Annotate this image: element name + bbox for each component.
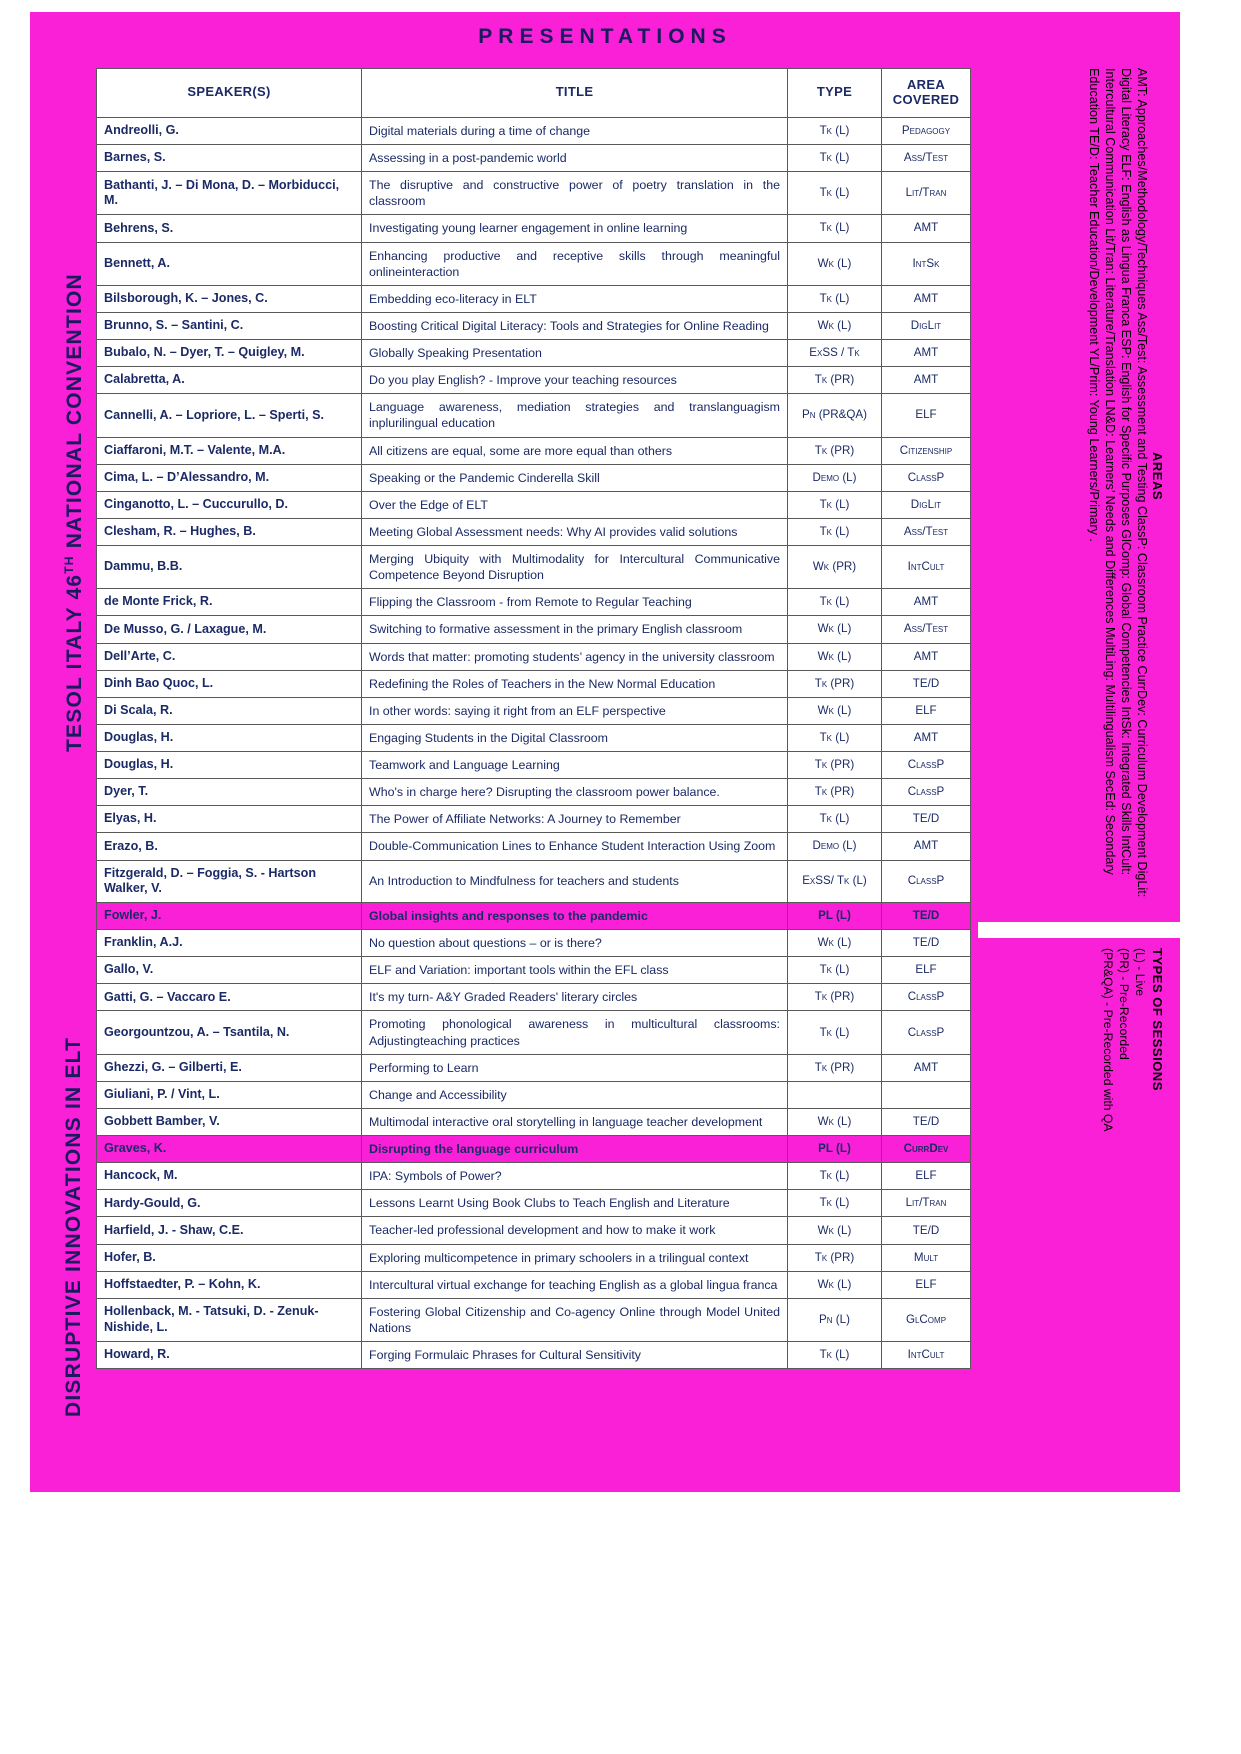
cell-title: All citizens are equal, some are more equal than others bbox=[362, 437, 788, 464]
page-title: PRESENTATIONS bbox=[478, 25, 732, 48]
cell-title: Fostering Global Citizenship and Co-agency Online through Model United Nations bbox=[362, 1298, 788, 1341]
cell-area: AMT bbox=[882, 589, 971, 616]
cell-speaker: Harfield, J. - Shaw, C.E. bbox=[97, 1217, 362, 1244]
sessions-legend-block bbox=[978, 940, 1178, 1190]
cell-area: ClassP bbox=[882, 752, 971, 779]
cell-title: Language awareness, mediation strategies and translanguagism inplurilingual education bbox=[362, 394, 788, 437]
cell-area: TE/D bbox=[882, 670, 971, 697]
cell-area: IntCult bbox=[882, 546, 971, 589]
table-row bbox=[97, 616, 971, 643]
cell-type: Tk (L) bbox=[788, 491, 882, 518]
table-row bbox=[97, 215, 971, 242]
cell-type: Tk (L) bbox=[788, 957, 882, 984]
cell-type: Demo (L) bbox=[788, 464, 882, 491]
cell-speaker: Bathanti, J. – Di Mona, D. – Morbiducci, M. bbox=[97, 172, 362, 215]
cell-type: Tk (L) bbox=[788, 806, 882, 833]
table-row bbox=[97, 1217, 971, 1244]
cell-speaker: Gallo, V. bbox=[97, 957, 362, 984]
cell-title: Intercultural virtual exchange for teaching English as a global lingua franca bbox=[362, 1271, 788, 1298]
cell-speaker: Howard, R. bbox=[97, 1342, 362, 1369]
cell-type: Tk (L) bbox=[788, 518, 882, 545]
cell-type: Tk (L) bbox=[788, 172, 882, 215]
cell-area: AMT bbox=[882, 833, 971, 860]
table-row bbox=[97, 984, 971, 1011]
cell-area: AMT bbox=[882, 724, 971, 751]
table-row bbox=[97, 697, 971, 724]
cell-title: Redefining the Roles of Teachers in the New Normal Education bbox=[362, 670, 788, 697]
cell-speaker: Ciaffaroni, M.T. – Valente, M.A. bbox=[97, 437, 362, 464]
cell-title: Global insights and responses to the pandemic bbox=[362, 902, 788, 929]
cell-type: Tk (L) bbox=[788, 117, 882, 144]
cell-title: Switching to formative assessment in the primary English classroom bbox=[362, 616, 788, 643]
cell-type: Tk (PR) bbox=[788, 1054, 882, 1081]
cell-title: Over the Edge of ELT bbox=[362, 491, 788, 518]
cell-title: Lessons Learnt Using Book Clubs to Teach English and Literature bbox=[362, 1190, 788, 1217]
cell-title: Who's in charge here? Disrupting the classroom power balance. bbox=[362, 779, 788, 806]
cell-area: Ass/Test bbox=[882, 145, 971, 172]
cell-title: Globally Speaking Presentation bbox=[362, 340, 788, 367]
cell-area: IntSk bbox=[882, 242, 971, 285]
convention-theme-vertical: DISRUPTIVE INNOVATIONS IN ELT bbox=[62, 1036, 85, 1417]
table-row bbox=[97, 518, 971, 545]
cell-title: Do you play English? - Improve your teaching resources bbox=[362, 367, 788, 394]
table-row bbox=[97, 806, 971, 833]
cell-speaker: Behrens, S. bbox=[97, 215, 362, 242]
cell-type: Tk (L) bbox=[788, 1163, 882, 1190]
areas-legend-line-1: AMT: Approaches/Methodology/Techniques Ass/Test: Assessment and Testing ClassP: Classroom Practice CurrDev: Curriculum Development DigLit: bbox=[1135, 68, 1149, 898]
cell-title: IPA: Symbols of Power? bbox=[362, 1163, 788, 1190]
cell-speaker: Gatti, G. – Vaccaro E. bbox=[97, 984, 362, 1011]
cell-speaker: de Monte Frick, R. bbox=[97, 589, 362, 616]
cell-title: ELF and Variation: important tools within the EFL class bbox=[362, 957, 788, 984]
cell-area: ClassP bbox=[882, 779, 971, 806]
cell-speaker: Hancock, M. bbox=[97, 1163, 362, 1190]
cell-area: GlComp bbox=[882, 1298, 971, 1341]
cell-area: TE/D bbox=[882, 1108, 971, 1135]
cell-type: Tk (L) bbox=[788, 589, 882, 616]
cell-type: Wk (L) bbox=[788, 1217, 882, 1244]
cell-area: Lit/Tran bbox=[882, 1190, 971, 1217]
cell-title: It's my turn- A&Y Graded Readers' literary circles bbox=[362, 984, 788, 1011]
cell-speaker: De Musso, G. / Laxague, M. bbox=[97, 616, 362, 643]
cell-title: Investigating young learner engagement in online learning bbox=[362, 215, 788, 242]
sessions-legend-heading: TYPES OF SESSIONS bbox=[1150, 948, 1165, 1091]
cell-title: Multimodal interactive oral storytelling in language teacher development bbox=[362, 1108, 788, 1135]
cell-type: PL (L) bbox=[788, 1136, 882, 1163]
cell-type: Wk (L) bbox=[788, 1108, 882, 1135]
cell-type: Tk (L) bbox=[788, 1190, 882, 1217]
table-row bbox=[97, 589, 971, 616]
areas-legend-heading: AREAS bbox=[1150, 452, 1165, 501]
cell-title: In other words: saying it right from an ELF perspective bbox=[362, 697, 788, 724]
cell-title: Flipping the Classroom - from Remote to Regular Teaching bbox=[362, 589, 788, 616]
table-row bbox=[97, 1342, 971, 1369]
cell-area: AMT bbox=[882, 367, 971, 394]
cell-speaker: Hofer, B. bbox=[97, 1244, 362, 1271]
presentations-table bbox=[96, 68, 971, 1369]
cell-title: Words that matter: promoting students’ agency in the university classroom bbox=[362, 643, 788, 670]
cell-speaker: Calabretta, A. bbox=[97, 367, 362, 394]
cell-type: Wk (L) bbox=[788, 930, 882, 957]
cell-title: An Introduction to Mindfulness for teachers and students bbox=[362, 860, 788, 902]
cell-speaker: Dell’Arte, C. bbox=[97, 643, 362, 670]
cell-area: DigLit bbox=[882, 491, 971, 518]
col-header-title: TITLE bbox=[362, 69, 788, 118]
cell-title: Teacher-led professional development and how to make it work bbox=[362, 1217, 788, 1244]
cell-speaker: Giuliani, P. / Vint, L. bbox=[97, 1081, 362, 1108]
cell-title: Disrupting the language curriculum bbox=[362, 1136, 788, 1163]
table-row bbox=[97, 172, 971, 215]
cell-type: Tk (PR) bbox=[788, 670, 882, 697]
cell-area: ELF bbox=[882, 697, 971, 724]
cell-speaker: Cinganotto, L. – Cuccurullo, D. bbox=[97, 491, 362, 518]
cell-speaker: Georgountzou, A. – Tsantila, N. bbox=[97, 1011, 362, 1054]
table-row bbox=[97, 930, 971, 957]
table-row bbox=[97, 367, 971, 394]
table-row bbox=[97, 312, 971, 339]
convention-name-post: NATIONAL CONVENTION bbox=[63, 273, 86, 556]
cell-area: ClassP bbox=[882, 464, 971, 491]
cell-title: Enhancing productive and receptive skills through meaningful onlineinteraction bbox=[362, 242, 788, 285]
cell-speaker: Hoffstaedter, P. – Kohn, K. bbox=[97, 1271, 362, 1298]
cell-type: Tk (PR) bbox=[788, 779, 882, 806]
table-row bbox=[97, 1054, 971, 1081]
cell-type: Tk (PR) bbox=[788, 367, 882, 394]
cell-type: Tk (L) bbox=[788, 145, 882, 172]
cell-area: ELF bbox=[882, 394, 971, 437]
table-row bbox=[97, 117, 971, 144]
cell-speaker: Graves, K. bbox=[97, 1136, 362, 1163]
cell-type: Wk (PR) bbox=[788, 546, 882, 589]
cell-area: AMT bbox=[882, 285, 971, 312]
cell-area: ELF bbox=[882, 1271, 971, 1298]
cell-speaker: Andreolli, G. bbox=[97, 117, 362, 144]
table-row bbox=[97, 779, 971, 806]
table-row bbox=[97, 957, 971, 984]
table-row bbox=[97, 242, 971, 285]
table-header-row bbox=[97, 69, 971, 118]
table-row bbox=[97, 1163, 971, 1190]
table-row bbox=[97, 340, 971, 367]
cell-title: Merging Ubiquity with Multimodality for Intercultural Communicative Competence Beyond Disruption bbox=[362, 546, 788, 589]
table-row bbox=[97, 1108, 971, 1135]
cell-area: AMT bbox=[882, 340, 971, 367]
cell-title: Embedding eco-literacy in ELT bbox=[362, 285, 788, 312]
col-header-area bbox=[882, 69, 971, 118]
cell-area: TE/D bbox=[882, 930, 971, 957]
cell-area: CurrDev bbox=[882, 1136, 971, 1163]
cell-title: The Power of Affiliate Networks: A Journey to Remember bbox=[362, 806, 788, 833]
table-head bbox=[97, 69, 971, 118]
table-row bbox=[97, 1271, 971, 1298]
cell-title: Performing to Learn bbox=[362, 1054, 788, 1081]
col-header-area-line1: AREA bbox=[906, 77, 946, 92]
cell-type: Wk (L) bbox=[788, 643, 882, 670]
cell-title: Exploring multicompetence in primary schoolers in a trilingual context bbox=[362, 1244, 788, 1271]
table-row bbox=[97, 1011, 971, 1054]
cell-area: TE/D bbox=[882, 1217, 971, 1244]
table-row bbox=[97, 902, 971, 929]
cell-type bbox=[788, 1081, 882, 1108]
cell-area: IntCult bbox=[882, 1342, 971, 1369]
table-body bbox=[97, 117, 971, 1368]
areas-legend-line-4: Education TE/D: Teacher Education/Development YL/Prim: Young Learners/Primary . bbox=[1087, 68, 1101, 542]
convention-name-vertical bbox=[62, 273, 87, 752]
cell-speaker: Erazo, B. bbox=[97, 833, 362, 860]
cell-title: Forging Formulaic Phrases for Cultural Sensitivity bbox=[362, 1342, 788, 1369]
cell-type: Wk (L) bbox=[788, 1271, 882, 1298]
cell-type: Tk (L) bbox=[788, 285, 882, 312]
cell-title: Teamwork and Language Learning bbox=[362, 752, 788, 779]
table-row bbox=[97, 724, 971, 751]
cell-type: Tk (PR) bbox=[788, 984, 882, 1011]
cell-speaker: Fitzgerald, D. – Foggia, S. - Hartson Walker, V. bbox=[97, 860, 362, 902]
cell-title: The disruptive and constructive power of poetry translation in the classroom bbox=[362, 172, 788, 215]
sessions-legend-line-2: (PR) - Pre-Recorded bbox=[1117, 948, 1131, 1060]
cell-speaker: Bennett, A. bbox=[97, 242, 362, 285]
table-row bbox=[97, 437, 971, 464]
cell-type: Tk (PR) bbox=[788, 1244, 882, 1271]
cell-type: Tk (PR) bbox=[788, 752, 882, 779]
cell-speaker: Dyer, T. bbox=[97, 779, 362, 806]
table-row bbox=[97, 752, 971, 779]
cell-type: PL (L) bbox=[788, 902, 882, 929]
table-row bbox=[97, 833, 971, 860]
presentations-table-wrap bbox=[96, 68, 970, 1369]
cell-area: AMT bbox=[882, 643, 971, 670]
legend-divider-gap bbox=[978, 922, 1180, 938]
cell-area: TE/D bbox=[882, 902, 971, 929]
cell-speaker: Gobbett Bamber, V. bbox=[97, 1108, 362, 1135]
col-header-type: TYPE bbox=[788, 69, 882, 118]
cell-type: Wk (L) bbox=[788, 242, 882, 285]
cell-type: Pn (L) bbox=[788, 1298, 882, 1341]
cell-area: Ass/Test bbox=[882, 616, 971, 643]
cell-speaker: Dinh Bao Quoc, L. bbox=[97, 670, 362, 697]
cell-type: ExSS / Tk bbox=[788, 340, 882, 367]
cell-type: Wk (L) bbox=[788, 616, 882, 643]
cell-speaker: Bubalo, N. – Dyer, T. – Quigley, M. bbox=[97, 340, 362, 367]
cell-area: ClassP bbox=[882, 1011, 971, 1054]
cell-area bbox=[882, 1081, 971, 1108]
cell-speaker: Clesham, R. – Hughes, B. bbox=[97, 518, 362, 545]
cell-type: Tk (L) bbox=[788, 1342, 882, 1369]
table-row bbox=[97, 491, 971, 518]
cell-speaker: Cannelli, A. – Lopriore, L. – Sperti, S. bbox=[97, 394, 362, 437]
areas-legend-line-2: Digital Literacy ELF: English as Lingua Franca ESP: English for Specific Purposes GlComp: Global Competencies IntSk: Integrated Skills IntCult: bbox=[1119, 68, 1133, 876]
cell-speaker: Dammu, B.B. bbox=[97, 546, 362, 589]
cell-area: Citizenship bbox=[882, 437, 971, 464]
cell-area: Pedagogy bbox=[882, 117, 971, 144]
table-row bbox=[97, 643, 971, 670]
cell-area: Ass/Test bbox=[882, 518, 971, 545]
table-row bbox=[97, 1190, 971, 1217]
cell-type: Tk (L) bbox=[788, 215, 882, 242]
cell-type: Tk (PR) bbox=[788, 437, 882, 464]
cell-area: Mult bbox=[882, 1244, 971, 1271]
cell-speaker: Douglas, H. bbox=[97, 752, 362, 779]
cell-title: Change and Accessibility bbox=[362, 1081, 788, 1108]
col-header-area-line2: COVERED bbox=[892, 91, 960, 107]
cell-type: Wk (L) bbox=[788, 312, 882, 339]
cell-speaker: Brunno, S. – Santini, C. bbox=[97, 312, 362, 339]
convention-name-pre: TESOL ITALY 46 bbox=[63, 573, 86, 752]
cell-speaker: Douglas, H. bbox=[97, 724, 362, 751]
sessions-legend-line-1: (L) - Live bbox=[1133, 948, 1147, 997]
left-margin-strip bbox=[44, 62, 94, 1482]
cell-area: DigLit bbox=[882, 312, 971, 339]
table-row bbox=[97, 1298, 971, 1341]
table-row bbox=[97, 860, 971, 902]
cell-speaker: Barnes, S. bbox=[97, 145, 362, 172]
table-row bbox=[97, 394, 971, 437]
table-row bbox=[97, 145, 971, 172]
cell-speaker: Di Scala, R. bbox=[97, 697, 362, 724]
cell-area: ClassP bbox=[882, 984, 971, 1011]
cell-area: AMT bbox=[882, 215, 971, 242]
cell-area: ELF bbox=[882, 1163, 971, 1190]
table-row bbox=[97, 670, 971, 697]
cell-title: Speaking or the Pandemic Cinderella Skill bbox=[362, 464, 788, 491]
cell-title: Promoting phonological awareness in multicultural classrooms: Adjustingteaching practices bbox=[362, 1011, 788, 1054]
cell-type: Pn (PR&QA) bbox=[788, 394, 882, 437]
cell-title: No question about questions – or is there? bbox=[362, 930, 788, 957]
areas-legend-line-3: Intercultural Communication Lit/Tran: Literature/Translation LN&D: Learners’ Needs and Differences MultiLing: Multilingualism SecEd: Secondary bbox=[1103, 68, 1117, 875]
cell-area: ClassP bbox=[882, 860, 971, 902]
cell-title: Double-Communication Lines to Enhance Student Interaction Using Zoom bbox=[362, 833, 788, 860]
areas-legend-block bbox=[978, 62, 1178, 938]
cell-speaker: Cima, L. – D’Alessandro, M. bbox=[97, 464, 362, 491]
cell-type: ExSS/ Tk (L) bbox=[788, 860, 882, 902]
cell-area: AMT bbox=[882, 1054, 971, 1081]
table-row bbox=[97, 464, 971, 491]
cell-speaker: Hardy-Gould, G. bbox=[97, 1190, 362, 1217]
cell-title: Boosting Critical Digital Literacy: Tools and Strategies for Online Reading bbox=[362, 312, 788, 339]
cell-type: Tk (L) bbox=[788, 1011, 882, 1054]
cell-speaker: Bilsborough, K. – Jones, C. bbox=[97, 285, 362, 312]
cell-title: Meeting Global Assessment needs: Why AI provides valid solutions bbox=[362, 518, 788, 545]
cell-type: Wk (L) bbox=[788, 697, 882, 724]
cell-type: Demo (L) bbox=[788, 833, 882, 860]
table-row bbox=[97, 1081, 971, 1108]
cell-title: Digital materials during a time of change bbox=[362, 117, 788, 144]
cell-area: TE/D bbox=[882, 806, 971, 833]
cell-speaker: Franklin, A.J. bbox=[97, 930, 362, 957]
cell-area: ELF bbox=[882, 957, 971, 984]
cell-speaker: Fowler, J. bbox=[97, 902, 362, 929]
table-row bbox=[97, 285, 971, 312]
convention-ordinal-suffix: TH bbox=[62, 555, 76, 574]
cell-area: Lit/Tran bbox=[882, 172, 971, 215]
table-row bbox=[97, 1244, 971, 1271]
cell-speaker: Hollenback, M. - Tatsuki, D. - Zenuk-Nishide, L. bbox=[97, 1298, 362, 1341]
cell-title: Assessing in a post-pandemic world bbox=[362, 145, 788, 172]
cell-type: Tk (L) bbox=[788, 724, 882, 751]
sessions-legend-line-3: (PR&QA) - Pre-Recorded with QA bbox=[1101, 948, 1115, 1132]
col-header-speakers: SPEAKER(S) bbox=[97, 69, 362, 118]
table-row bbox=[97, 1136, 971, 1163]
cell-speaker: Ghezzi, G. – Gilberti, E. bbox=[97, 1054, 362, 1081]
page-title-bar bbox=[30, 12, 1180, 62]
cell-title: Engaging Students in the Digital Classroom bbox=[362, 724, 788, 751]
table-row bbox=[97, 546, 971, 589]
cell-speaker: Elyas, H. bbox=[97, 806, 362, 833]
